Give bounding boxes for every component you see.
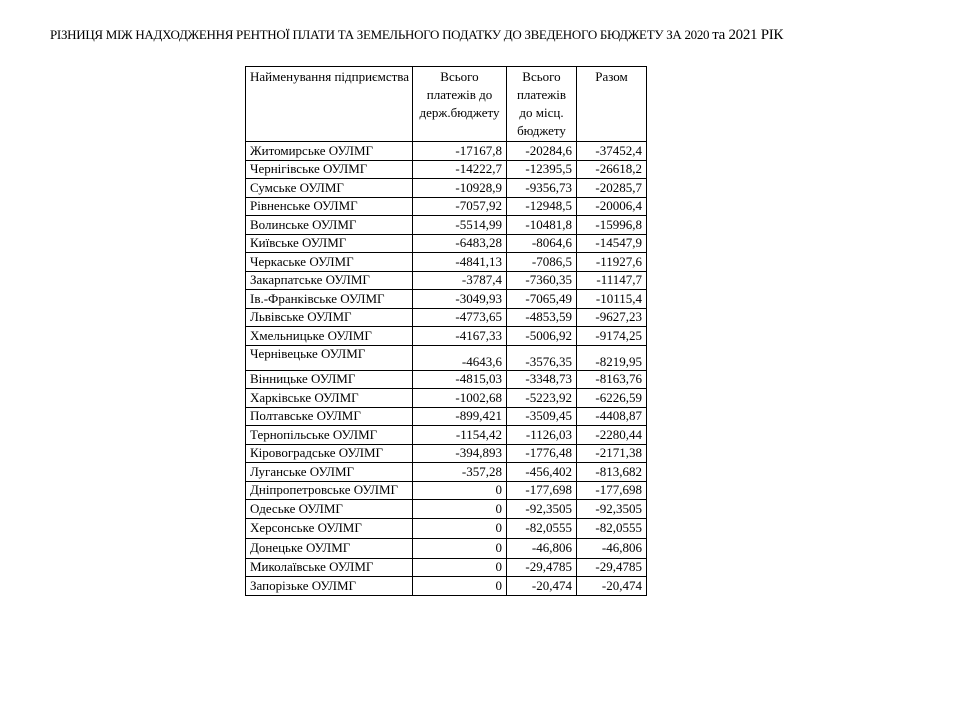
table-row bbox=[246, 389, 647, 408]
table-row bbox=[246, 327, 647, 346]
cell-state-budget: -1154,42 bbox=[413, 426, 507, 445]
header-enterprise-name: Найменування підприємства bbox=[246, 67, 413, 142]
cell-state-budget: -394,893 bbox=[413, 444, 507, 463]
document-title bbox=[50, 27, 783, 44]
cell-total: -2171,38 bbox=[577, 444, 647, 463]
cell-local-budget: -20,474 bbox=[507, 577, 577, 596]
cell-state-budget: 0 bbox=[413, 558, 507, 577]
cell-enterprise-name: Луганське ОУЛМГ bbox=[246, 463, 413, 482]
table-row bbox=[246, 197, 647, 216]
cell-enterprise-name: Миколаївське ОУЛМГ bbox=[246, 558, 413, 577]
header-state-budget: Всього платежів до держ.бюджету bbox=[413, 67, 507, 142]
cell-total: -9627,23 bbox=[577, 308, 647, 327]
cell-local-budget: -1776,48 bbox=[507, 444, 577, 463]
cell-state-budget: -14222,7 bbox=[413, 160, 507, 179]
cell-enterprise-name: Одеське ОУЛМГ bbox=[246, 500, 413, 519]
table-row bbox=[246, 370, 647, 389]
table-row bbox=[246, 216, 647, 235]
cell-state-budget: -6483,28 bbox=[413, 234, 507, 253]
cell-local-budget: -3576,35 bbox=[507, 345, 577, 370]
cell-local-budget: -46,806 bbox=[507, 538, 577, 558]
cell-state-budget: -357,28 bbox=[413, 463, 507, 482]
cell-local-budget: -1126,03 bbox=[507, 426, 577, 445]
table-row bbox=[246, 407, 647, 426]
cell-total: -177,698 bbox=[577, 481, 647, 500]
cell-total: -14547,9 bbox=[577, 234, 647, 253]
document-title-tail: та 2021 РІК bbox=[712, 27, 784, 43]
cell-enterprise-name: Закарпатське ОУЛМГ bbox=[246, 271, 413, 290]
cell-local-budget: -9356,73 bbox=[507, 179, 577, 198]
cell-enterprise-name: Тернопільське ОУЛМГ bbox=[246, 426, 413, 445]
table-row bbox=[246, 271, 647, 290]
table-row bbox=[246, 518, 647, 538]
cell-enterprise-name: Кіровоградське ОУЛМГ bbox=[246, 444, 413, 463]
cell-state-budget: 0 bbox=[413, 577, 507, 596]
document-title-main: РІЗНИЦЯ МІЖ НАДХОДЖЕННЯ РЕНТНОЇ ПЛАТИ ТА ЗЕМЕЛЬНОГО ПОДАТКУ ДО ЗВЕДЕНОГО БЮДЖЕТУ ЗА 2020 bbox=[50, 27, 710, 42]
cell-total: -15996,8 bbox=[577, 216, 647, 235]
cell-total: -2280,44 bbox=[577, 426, 647, 445]
cell-local-budget: -82,0555 bbox=[507, 518, 577, 538]
cell-total: -8163,76 bbox=[577, 370, 647, 389]
table-row bbox=[246, 463, 647, 482]
cell-state-budget: 0 bbox=[413, 538, 507, 558]
cell-enterprise-name: Донецьке ОУЛМГ bbox=[246, 538, 413, 558]
payments-table bbox=[245, 66, 647, 596]
cell-enterprise-name: Дніпропетровське ОУЛМГ bbox=[246, 481, 413, 500]
cell-total: -92,3505 bbox=[577, 500, 647, 519]
cell-total: -20285,7 bbox=[577, 179, 647, 198]
cell-state-budget: -4167,33 bbox=[413, 327, 507, 346]
cell-enterprise-name: Черкаське ОУЛМГ bbox=[246, 253, 413, 272]
cell-local-budget: -7360,35 bbox=[507, 271, 577, 290]
cell-local-budget: -29,4785 bbox=[507, 558, 577, 577]
cell-local-budget: -10481,8 bbox=[507, 216, 577, 235]
table-row bbox=[246, 142, 647, 161]
cell-local-budget: -8064,6 bbox=[507, 234, 577, 253]
cell-enterprise-name: Полтавське ОУЛМГ bbox=[246, 407, 413, 426]
cell-state-budget: -4773,65 bbox=[413, 308, 507, 327]
cell-enterprise-name: Запорізьке ОУЛМГ bbox=[246, 577, 413, 596]
cell-state-budget: -3787,4 bbox=[413, 271, 507, 290]
cell-local-budget: -20284,6 bbox=[507, 142, 577, 161]
table-header-row bbox=[246, 67, 647, 142]
cell-state-budget: -10928,9 bbox=[413, 179, 507, 198]
cell-enterprise-name: Рівненське ОУЛМГ bbox=[246, 197, 413, 216]
cell-local-budget: -4853,59 bbox=[507, 308, 577, 327]
cell-local-budget: -12948,5 bbox=[507, 197, 577, 216]
cell-state-budget: -4643,6 bbox=[413, 345, 507, 370]
table-row bbox=[246, 500, 647, 519]
table-row bbox=[246, 253, 647, 272]
cell-enterprise-name: Чернігівське ОУЛМГ bbox=[246, 160, 413, 179]
cell-local-budget: -7065,49 bbox=[507, 290, 577, 309]
cell-local-budget: -3509,45 bbox=[507, 407, 577, 426]
cell-enterprise-name: Харківське ОУЛМГ bbox=[246, 389, 413, 408]
cell-total: -11927,6 bbox=[577, 253, 647, 272]
cell-total: -20,474 bbox=[577, 577, 647, 596]
cell-total: -26618,2 bbox=[577, 160, 647, 179]
cell-state-budget: -3049,93 bbox=[413, 290, 507, 309]
cell-state-budget: 0 bbox=[413, 500, 507, 519]
cell-enterprise-name: Чернівецьке ОУЛМГ bbox=[246, 345, 413, 370]
cell-total: -4408,87 bbox=[577, 407, 647, 426]
cell-enterprise-name: Київське ОУЛМГ bbox=[246, 234, 413, 253]
table-row bbox=[246, 444, 647, 463]
cell-local-budget: -7086,5 bbox=[507, 253, 577, 272]
cell-total: -813,682 bbox=[577, 463, 647, 482]
cell-local-budget: -456,402 bbox=[507, 463, 577, 482]
cell-total: -10115,4 bbox=[577, 290, 647, 309]
cell-total: -11147,7 bbox=[577, 271, 647, 290]
cell-enterprise-name: Вінницьке ОУЛМГ bbox=[246, 370, 413, 389]
cell-state-budget: -7057,92 bbox=[413, 197, 507, 216]
cell-total: -9174,25 bbox=[577, 327, 647, 346]
table-body bbox=[246, 142, 647, 596]
table-row bbox=[246, 179, 647, 198]
table-row bbox=[246, 481, 647, 500]
cell-total: -82,0555 bbox=[577, 518, 647, 538]
cell-state-budget: -4841,13 bbox=[413, 253, 507, 272]
cell-state-budget: -4815,03 bbox=[413, 370, 507, 389]
cell-enterprise-name: Житомирське ОУЛМГ bbox=[246, 142, 413, 161]
cell-state-budget: -899,421 bbox=[413, 407, 507, 426]
header-local-budget: Всього платежів до місц. бюджету bbox=[507, 67, 577, 142]
table-row bbox=[246, 426, 647, 445]
table-row bbox=[246, 308, 647, 327]
cell-state-budget: -5514,99 bbox=[413, 216, 507, 235]
table-row bbox=[246, 160, 647, 179]
cell-local-budget: -12395,5 bbox=[507, 160, 577, 179]
cell-local-budget: -5006,92 bbox=[507, 327, 577, 346]
cell-local-budget: -177,698 bbox=[507, 481, 577, 500]
cell-local-budget: -92,3505 bbox=[507, 500, 577, 519]
cell-local-budget: -5223,92 bbox=[507, 389, 577, 408]
cell-local-budget: -3348,73 bbox=[507, 370, 577, 389]
cell-enterprise-name: Ів.-Франківське ОУЛМГ bbox=[246, 290, 413, 309]
table-row bbox=[246, 345, 647, 370]
cell-total: -46,806 bbox=[577, 538, 647, 558]
cell-enterprise-name: Хмельницьке ОУЛМГ bbox=[246, 327, 413, 346]
table-row bbox=[246, 538, 647, 558]
header-total: Разом bbox=[577, 67, 647, 142]
table-row bbox=[246, 234, 647, 253]
table-row bbox=[246, 577, 647, 596]
cell-total: -8219,95 bbox=[577, 345, 647, 370]
cell-state-budget: 0 bbox=[413, 518, 507, 538]
cell-total: -20006,4 bbox=[577, 197, 647, 216]
cell-enterprise-name: Сумське ОУЛМГ bbox=[246, 179, 413, 198]
cell-state-budget: -1002,68 bbox=[413, 389, 507, 408]
cell-enterprise-name: Львівське ОУЛМГ bbox=[246, 308, 413, 327]
cell-total: -37452,4 bbox=[577, 142, 647, 161]
cell-state-budget: -17167,8 bbox=[413, 142, 507, 161]
table-row bbox=[246, 558, 647, 577]
table-row bbox=[246, 290, 647, 309]
cell-total: -6226,59 bbox=[577, 389, 647, 408]
cell-total: -29,4785 bbox=[577, 558, 647, 577]
cell-enterprise-name: Херсонське ОУЛМГ bbox=[246, 518, 413, 538]
cell-enterprise-name: Волинське ОУЛМГ bbox=[246, 216, 413, 235]
cell-state-budget: 0 bbox=[413, 481, 507, 500]
